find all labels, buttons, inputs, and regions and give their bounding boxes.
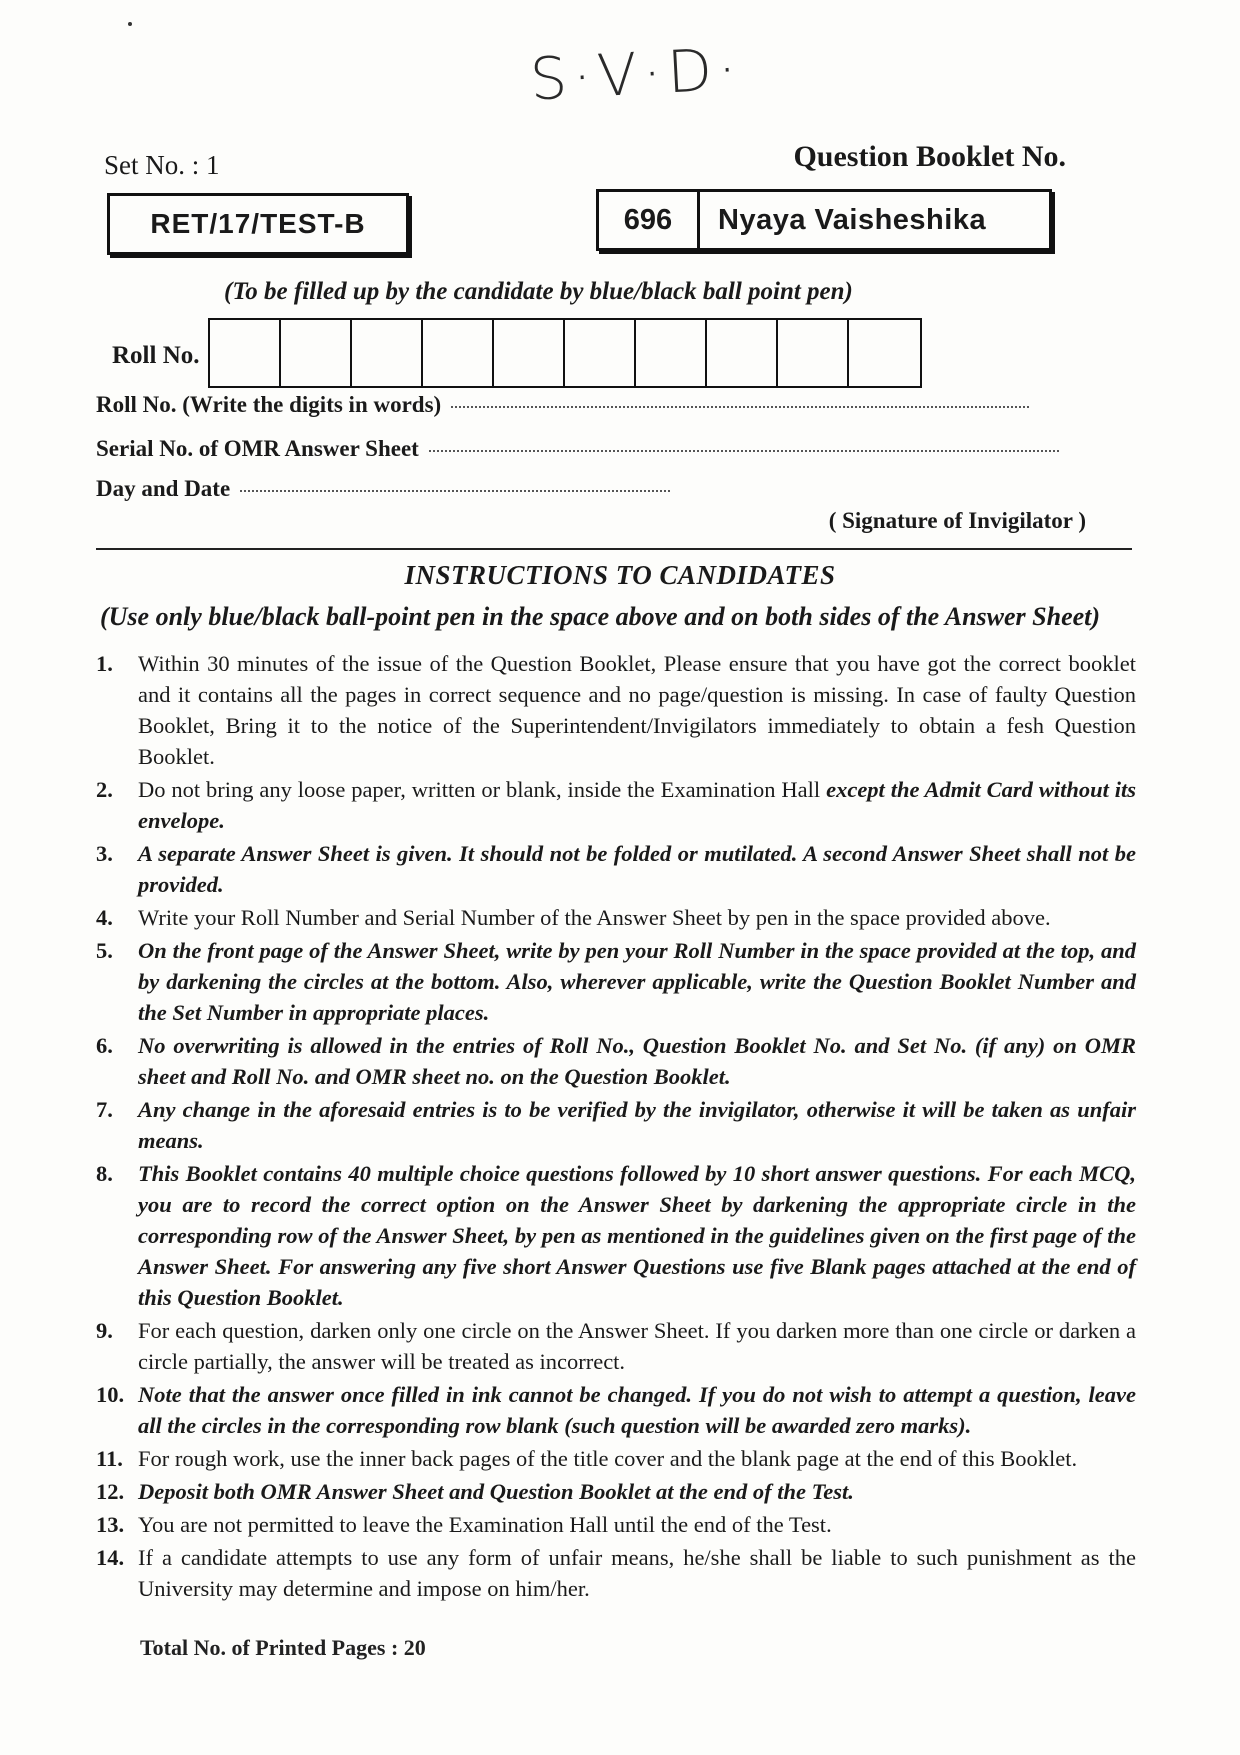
instruction-text: For each question, darken only one circle on the Answer Sheet. If you darken more than one circle or darken a circle partially, the answer will be treated as incorrect.: [138, 1318, 1136, 1374]
roll-digit-box[interactable]: [210, 320, 281, 386]
divider: [96, 548, 1132, 550]
roll-digit-box[interactable]: [494, 320, 565, 386]
roll-digit-box[interactable]: [352, 320, 423, 386]
instruction-item: [96, 1315, 1136, 1377]
instruction-item: [96, 1030, 1136, 1092]
test-code-box: [107, 193, 409, 255]
instruction-text: You are not permitted to leave the Examination Hall until the end of the Test.: [138, 1512, 832, 1537]
subject-name: Nyaya Vaisheshika: [718, 203, 987, 236]
set-number: Set No. : 1: [104, 150, 220, 180]
instruction-number: 10.: [96, 1382, 125, 1407]
instruction-text: Write your Roll Number and Serial Number of the Answer Sheet by pen in the space provided above.: [138, 905, 1051, 930]
instruction-text: A separate Answer Sheet is given. It should not be folded or mutilated. A second Answer Sheet shall not be provided.: [138, 841, 1136, 897]
roll-words-dotted-line[interactable]: [451, 405, 1029, 408]
instruction-item: [96, 902, 1136, 933]
instruction-item: [96, 1443, 1136, 1474]
instruction-text: This Booklet contains 40 multiple choice questions followed by 10 short answer questions. For each MCQ, you are to record the correct option on the Answer Sheet by darkening the appropriate circle in the corresponding row of the Answer Sheet, by pen as mentioned in the guidelines given on the first page of the Answer Sheet. For answering any five short Answer Questions use five Blank pages attached at the end of this Question Booklet.: [138, 1161, 1136, 1310]
roll-digit-box[interactable]: [423, 320, 494, 386]
instruction-text: Do not bring any loose paper, written or blank, inside the Examination Hall except the Admit Card without its envelope.: [138, 777, 1137, 833]
stray-mark: [128, 22, 132, 26]
day-date-dotted-line[interactable]: [240, 489, 670, 492]
instruction-number: 3.: [96, 841, 113, 866]
roll-digit-box[interactable]: [707, 320, 778, 386]
instruction-number: 9.: [96, 1318, 113, 1343]
booklet-number-box: [596, 189, 1052, 251]
question-booklet-label: Question Booklet No.: [793, 140, 1066, 173]
instruction-text: Note that the answer once filled in ink cannot be changed. If you do not wish to attempt a question, leave all the circles in the corresponding row blank (such question will be awarded zero marks).: [138, 1382, 1136, 1438]
instruction-item: [96, 935, 1136, 1028]
instruction-item: [96, 1542, 1136, 1604]
instruction-item: [96, 1509, 1136, 1540]
instruction-text: For rough work, use the inner back pages of the title cover and the blank page at the end of this Booklet.: [138, 1446, 1078, 1471]
instructions-list: [96, 648, 1136, 1606]
instruction-number: 5.: [96, 938, 113, 963]
instruction-number: 6.: [96, 1033, 113, 1058]
omr-serial-dotted-line[interactable]: [429, 449, 1059, 452]
instruction-text: No overwriting is allowed in the entries of Roll No., Question Booklet No. and Set No. (if any) on OMR sheet and Roll No. and OMR sheet no. on the Question Booklet.: [138, 1033, 1136, 1089]
instruction-text: Within 30 minutes of the issue of the Question Booklet, Please ensure that you have got the correct booklet and it contains all the pages in correct sequence and no page/question is missing. In case of faulty Question Booklet, Bring it to the notice of the Superintendent/Invigilators immediately to obtain a fesh Question Booklet.: [138, 651, 1136, 769]
instruction-number: 2.: [96, 777, 113, 802]
instruction-item: [96, 838, 1136, 900]
instruction-number: 11.: [96, 1446, 123, 1471]
instruction-number: 12.: [96, 1479, 125, 1504]
instruction-number: 4.: [96, 905, 113, 930]
roll-words-field[interactable]: [96, 392, 1029, 418]
instruction-item: [96, 1379, 1136, 1441]
roll-digit-box[interactable]: [565, 320, 636, 386]
instruction-text: Deposit both OMR Answer Sheet and Question Booklet at the end of the Test.: [138, 1479, 854, 1504]
instruction-number: 14.: [96, 1545, 125, 1570]
handwritten-mark: S·V·D·: [528, 34, 745, 114]
instruction-item: [96, 774, 1136, 836]
roll-digit-box[interactable]: [778, 320, 849, 386]
instruction-number: 13.: [96, 1512, 125, 1537]
instructions-title: INSTRUCTIONS TO CANDIDATES: [404, 560, 836, 590]
day-date-field[interactable]: [96, 476, 670, 502]
instruction-number: 7.: [96, 1097, 113, 1122]
roll-words-label: Roll No. (Write the digits in words): [96, 392, 442, 417]
instruction-text: On the front page of the Answer Sheet, write by pen your Roll Number in the space provided at the top, and by darkening the circles at the bottom. Also, wherever applicable, write the Question Booklet Number and the Set Number in appropriate places.: [138, 938, 1136, 1025]
fill-instruction-note: (To be filled up by the candidate by blue/black ball point pen): [224, 278, 853, 305]
roll-digit-box[interactable]: [281, 320, 352, 386]
instruction-item: [96, 1094, 1136, 1156]
roll-digit-box[interactable]: [636, 320, 707, 386]
roll-number-label: Roll No.: [112, 342, 200, 369]
test-code: RET/17/TEST-B: [150, 208, 366, 239]
omr-serial-label: Serial No. of OMR Answer Sheet: [96, 436, 419, 461]
roll-digit-box[interactable]: [849, 320, 920, 386]
instruction-number: 1.: [96, 651, 113, 676]
omr-serial-field[interactable]: [96, 436, 1059, 462]
instruction-text: If a candidate attempts to use any form of unfair means, he/she shall be liable to such punishment as the University may determine and impose on him/her.: [138, 1545, 1136, 1601]
day-date-label: Day and Date: [96, 476, 231, 501]
instruction-item: [96, 1476, 1136, 1507]
instruction-number: 8.: [96, 1161, 113, 1186]
roll-number-grid[interactable]: [208, 318, 922, 388]
instruction-item: [96, 648, 1136, 772]
printed-pages-footer: Total No. of Printed Pages : 20: [140, 1635, 426, 1660]
booklet-number: 696: [599, 192, 700, 248]
instruction-text: Any change in the aforesaid entries is to be verified by the invigilator, otherwise it will be taken as unfair means.: [138, 1097, 1136, 1153]
instruction-item: [96, 1158, 1136, 1313]
instructions-subtitle: (Use only blue/black ball-point pen in the space above and on both sides of the Answer Sheet): [100, 602, 1101, 631]
invigilator-signature-label: ( Signature of Invigilator ): [828, 508, 1086, 533]
